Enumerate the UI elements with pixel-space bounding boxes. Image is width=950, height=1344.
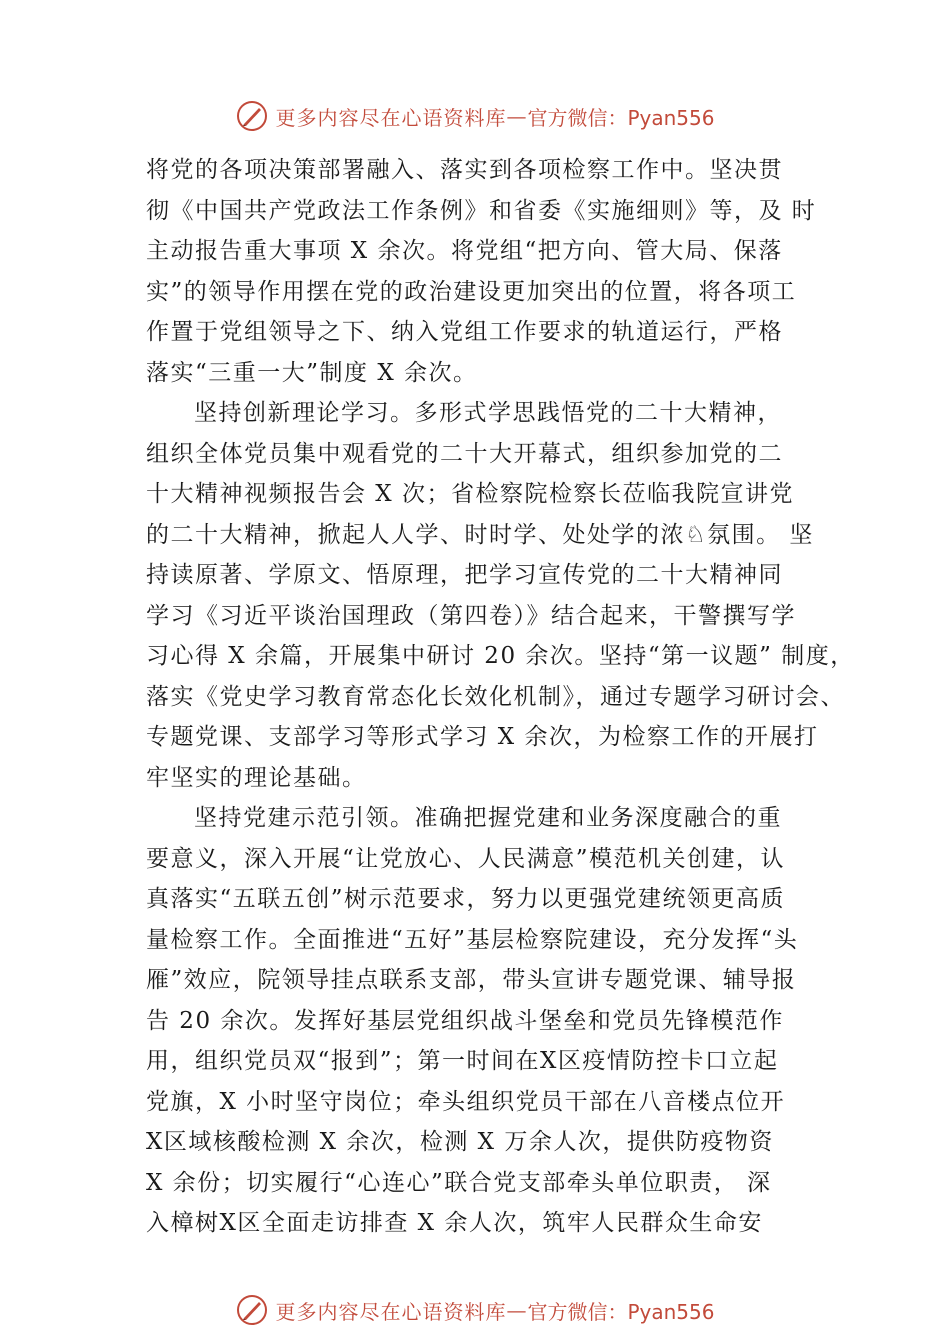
text-line: 十大精神视频报告会 X 次；省检察院检察长莅临我院宣讲党: [146, 481, 794, 507]
footer-watermark-banner: [0, 1288, 950, 1332]
text-line: 党旗，X 小时坚守岗位；牵头组织党员干部在八音楼点位开: [146, 1088, 786, 1115]
text-line: 学习《习近平谈治国理政（第四卷）》结合起来，干警撰写学: [146, 602, 796, 629]
text-line: 落实《党史学习教育常态化长效化机制》，通过专题学习研讨会、: [146, 683, 845, 710]
text-line: 将党的各项决策部署融入、落实到各项检察工作中。坚决贯: [146, 157, 783, 183]
banner-main-text: 更多内容尽在心语资料库: [275, 105, 507, 130]
text-line: 组织全体党员集中观看党的二十大开幕式，组织参加党的二: [146, 440, 783, 467]
text-line: 作置于党组领导之下、纳入党组工作要求的轨道运行，严格: [146, 319, 783, 345]
paragraph-start-line: 坚持党建示范引领。准确把握党建和业务深度融合的重: [194, 805, 782, 831]
banner-wechat-text: 官方微信：Pyan556: [527, 105, 715, 130]
text-line: 要意义，深入开展“让党放心、人民满意”模范机关创建，认: [146, 845, 786, 872]
banner-separator: —: [506, 1298, 528, 1322]
banner-separator: —: [506, 104, 528, 128]
header-watermark-banner: [0, 94, 950, 138]
text-line: 入樟树Ⅹ区全面走访排查 X 余人次，筑牢人民群众生命安: [146, 1210, 763, 1236]
text-line: 主动报告重大事项 X 余次。将党组“把方向、管大局、保落: [146, 238, 783, 264]
document-body: [146, 150, 855, 1244]
text-line: 持读原著、学原文、悟原理，把学习宣传党的二十大精神同: [146, 562, 783, 588]
text-line: 落实“三重一大”制度 X 余次。: [146, 359, 478, 386]
text-line: 告 20 余次。发挥好基层党组织战斗堡垒和党员先锋模范作: [146, 1007, 784, 1034]
text-line: 用，组织党员双“报到”；第一时间在Ⅹ区疫情防控卡口立起: [146, 1048, 779, 1074]
banner-wechat-text: 官方微信：Pyan556: [527, 1299, 715, 1324]
paragraph-start-line: 坚持创新理论学习。多形式学思践悟党的二十大精神，: [194, 400, 782, 426]
text-line: 实”的领导作用摆在党的政治建设更加突出的位置，将各项工: [146, 278, 797, 305]
banner-main-text: 更多内容尽在心语资料库: [275, 1299, 507, 1324]
quill-logo-icon: [235, 99, 269, 133]
text-line: Ⅹ区域核酸检测 X 余次，检测 X 万余人次，提供防疫物资: [146, 1129, 774, 1155]
quill-logo-icon: [235, 1293, 269, 1327]
text-line: 专题党课、支部学习等形式学习 X 余次，为检察工作的开展打: [146, 724, 819, 750]
text-line: 牢坚实的理论基础。: [146, 764, 367, 791]
text-line: 的二十大精神，掀起人人学、时时学、处处学的浓♘氛围。 坚: [146, 521, 814, 548]
text-line: 雁”效应，院领导挂点联系支部，带头宣讲专题党课、辅导报: [146, 967, 797, 993]
text-line: X 余份；切实履行“心连心”联合党支部牵头单位职责， 深: [146, 1169, 772, 1196]
text-line: 习心得 X 余篇，开展集中研讨 20 余次。坚持“第一议题” 制度，: [146, 643, 855, 669]
text-line: 真落实“五联五创”树示范要求，努力以更强党建统领更高质: [146, 886, 786, 912]
text-line: 量检察工作。全面推进“五好”基层检察院建设，充分发挥“头: [146, 926, 799, 953]
text-line: 彻《中国共产党政法工作条例》和省委《实施细则》等，及 时: [146, 197, 817, 224]
